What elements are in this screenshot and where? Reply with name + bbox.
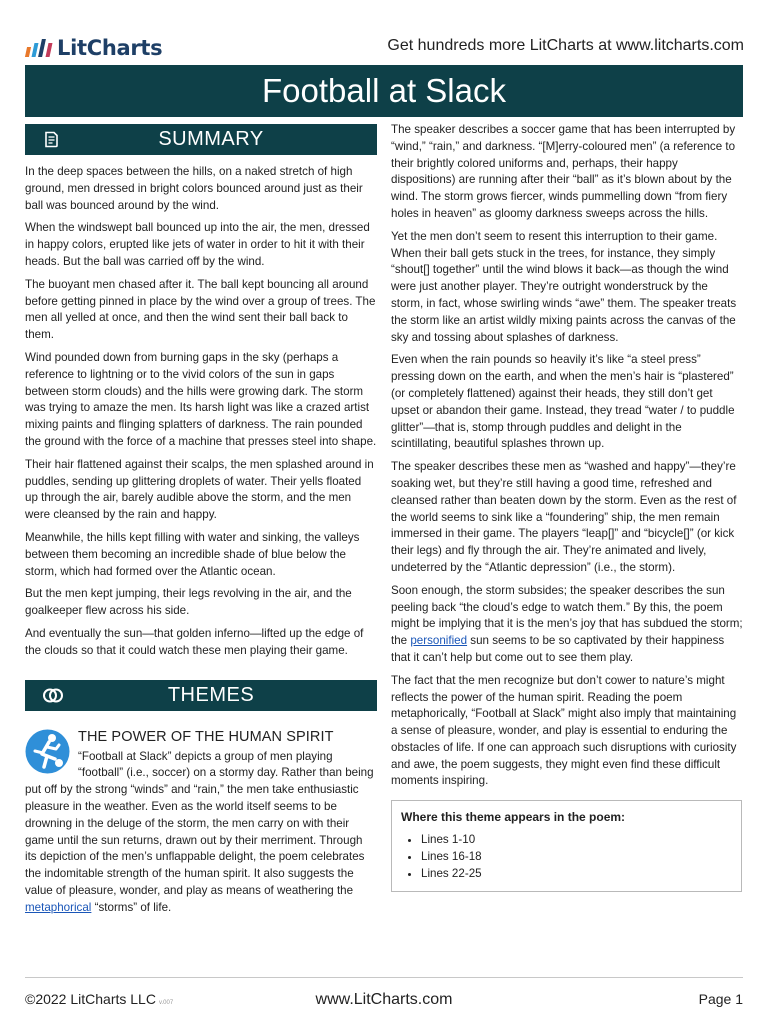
theme-paragraph: Yet the men don’t seem to resent this interruption to their game. When their ball gets stuck in the trees, for instance, they simply “shout[] together” until the wind blows it back—as though the wind were just another player. They’re outright wonderstruck by the storm, in fact, whose swirling winds “awe” them. The speaker treats the storm like an artist wildly mixing paints across the canvas of the sky and tossing about splashes of darkness. <box>391 229 737 344</box>
theme-paragraph: The speaker describes a soccer game that has been interrupted by “wind,” “rain,” and darkness. “[M]erry-coloured men” (a reference to their brightly colored uniforms and, perhaps, their happy dispositions) are running after their “ball” as it’s blown about by the wind. The storm grows fiercer, winds pummelling down “from fiery holes in heaven” as gloomy darkness sweeps across the hills. <box>391 123 736 220</box>
logo-text: LitCharts <box>57 36 163 60</box>
summary-paragraph: The buoyant men chased after it. The ball kept bouncing all around before getting pinned in place by the wind over a group of trees. The men all yelled at once, and then the wind sent their ball back to them. <box>25 277 376 342</box>
version-text: v.007 <box>158 1000 174 1006</box>
left-column <box>25 124 377 922</box>
theme-paragraph <box>391 583 743 667</box>
theme-appearances-title: Where this theme appears in the poem: <box>401 810 626 825</box>
line-reference: • Lines 22-25 <box>421 866 731 883</box>
logo-bars-icon <box>26 39 51 57</box>
litcharts-logo[interactable] <box>26 36 162 60</box>
summary-heading: SUMMARY <box>158 128 264 150</box>
theme-title: THE POWER OF THE HUMAN SPIRIT <box>78 728 334 745</box>
summary-paragraph: And eventually the sun—that golden inferno—lifted up the edge of the clouds so that it could watch these men playing their game. <box>25 626 364 657</box>
theme-intro-text-end: “storms” of life. <box>91 900 172 914</box>
summary-paragraph: When the windswept ball bounced up into the air, the men, dressed in happy colors, erupted like jets of water in order to hit it with their heads. But the ball was carried off by the wind. <box>25 221 370 268</box>
theme-appearances-box <box>391 800 742 891</box>
line-reference: • Lines 1-10 <box>421 832 731 849</box>
personified-link[interactable]: personified <box>410 634 468 648</box>
metaphorical-link[interactable]: metaphorical <box>25 900 92 914</box>
page-number: Page 1 <box>698 991 743 1007</box>
themes-heading-bar <box>25 680 377 711</box>
line-reference: • Lines 16-18 <box>421 849 731 866</box>
copyright-text: ©2022 LitCharts LLC <box>25 991 156 1007</box>
summary-paragraph: Wind pounded down from burning gaps in the sky (perhaps a reference to lightning or to the vivid colors of the sun in gaps between storm clouds) and the hills were growing dark. The storm was trying to amaze the men. Its harsh light was like a crazed artist mixing paints and flinging splatters of darkness. The rain pounded the ground with the force of a machine that presses steel into shape. <box>25 350 377 448</box>
summary-body <box>25 164 377 660</box>
summary-paragraph: Meanwhile, the hills kept filling with water and sinking, the valleys between them becoming an incredible shade of blue below the storm, which had formed over the Atlantic ocean. <box>25 530 360 578</box>
summary-paragraph: But the men kept jumping, their legs revolving in the air, and the goalkeeper flew across his side. <box>25 587 352 618</box>
theme-paragraph: The speaker describes these men as “washed and happy”—they’re soaking wet, but they’re still having a good time, refreshed and cleansed rather than beaten down by the storm. Even as the rest of the world seems to sink like a “foundering” ship, the men remain immersed in their game. The players “leap[]” and “bicycle[]” (or kick their legs) and fly through the air. They’re animated and lively, undeterred by the “Atlantic depression” (i.e., the storm). <box>391 460 737 574</box>
theme-paragraph: The fact that the men recognize but don’t cower to nature’s might reflects the power of the human spirit. Reading the poem metaphorically, “Football at Slack” might also imply that maintaining a sense of pleasure, wonder, and play is essential to enduring the obstacles of life. If one can approach such disruptions with curiosity and awe, the poem suggests, they might even find these difficult moments inspiring. <box>391 673 737 788</box>
theme-entry <box>25 729 377 917</box>
page-title: Football at Slack <box>25 65 743 117</box>
theme-paragraph: Even when the rain pounds so heavily it’s like “a steel press” pressing down on the earth, and when the men’s hair is “plastered” (or completely flattened) against their heads, they still don’t get upset or abandon their game. Instead, they tread “water / to puddle glitter”—that is, stomp through puddles and delight in the scintillating, beautiful splashes thrown up. <box>391 353 735 451</box>
theme-paragraph-text: Soon enough, the storm subsides; the speaker describes the sun peeling back “the cloud’s edge to watch them.” By this, the poem might be implying that it is the men’s joy that has subdued the storm; the <box>391 583 743 648</box>
summary-paragraph: Their hair flattened against their scalps, the men splashed around in puddles, sending up glittering droplets of water. Their yells floated up through the air, barely audible above the storm, and the men were cleansed by the rain and happy. <box>25 457 374 522</box>
footer-divider <box>25 977 743 978</box>
summary-heading-bar <box>25 124 377 155</box>
line-list <box>401 832 731 882</box>
themes-heading: THEMES <box>167 683 255 706</box>
header-cta[interactable]: Get hundreds more LitCharts at www.litcharts.com <box>387 37 744 54</box>
theme-paragraph-text-end: sun seems to be so captivated by their happiness that it can’t help but come out to see them play. <box>391 634 725 664</box>
summary-paragraph: In the deep spaces between the hills, on a naked stretch of high ground, men dressed in bright colors bounced around just as their ball was bounced around by the wind. <box>25 165 363 212</box>
soccer-player-icon <box>25 729 70 774</box>
page-header <box>26 32 744 64</box>
footer-url[interactable]: www.LitCharts.com <box>315 991 453 1008</box>
theme-intro-text: “Football at Slack” depicts a group of men playing “football” (i.e., soccer) on a stormy day. Rather than being put off by the strong “winds” and “rain,” the men take enthusiastic pleasure in the weather. Even as the world itself seems to be drowning in the deluge of the storm, the men carry on with their game until the sun returns, drawn out by their merriment. Through its depiction of the men’s unflappable delight, the poem celebrates the indomitable strength of the human spirit. It also suggests the value of pleasure, wonder, and play as means of weathering the <box>25 749 374 897</box>
right-column <box>391 124 743 892</box>
theme-intro <box>25 749 377 917</box>
